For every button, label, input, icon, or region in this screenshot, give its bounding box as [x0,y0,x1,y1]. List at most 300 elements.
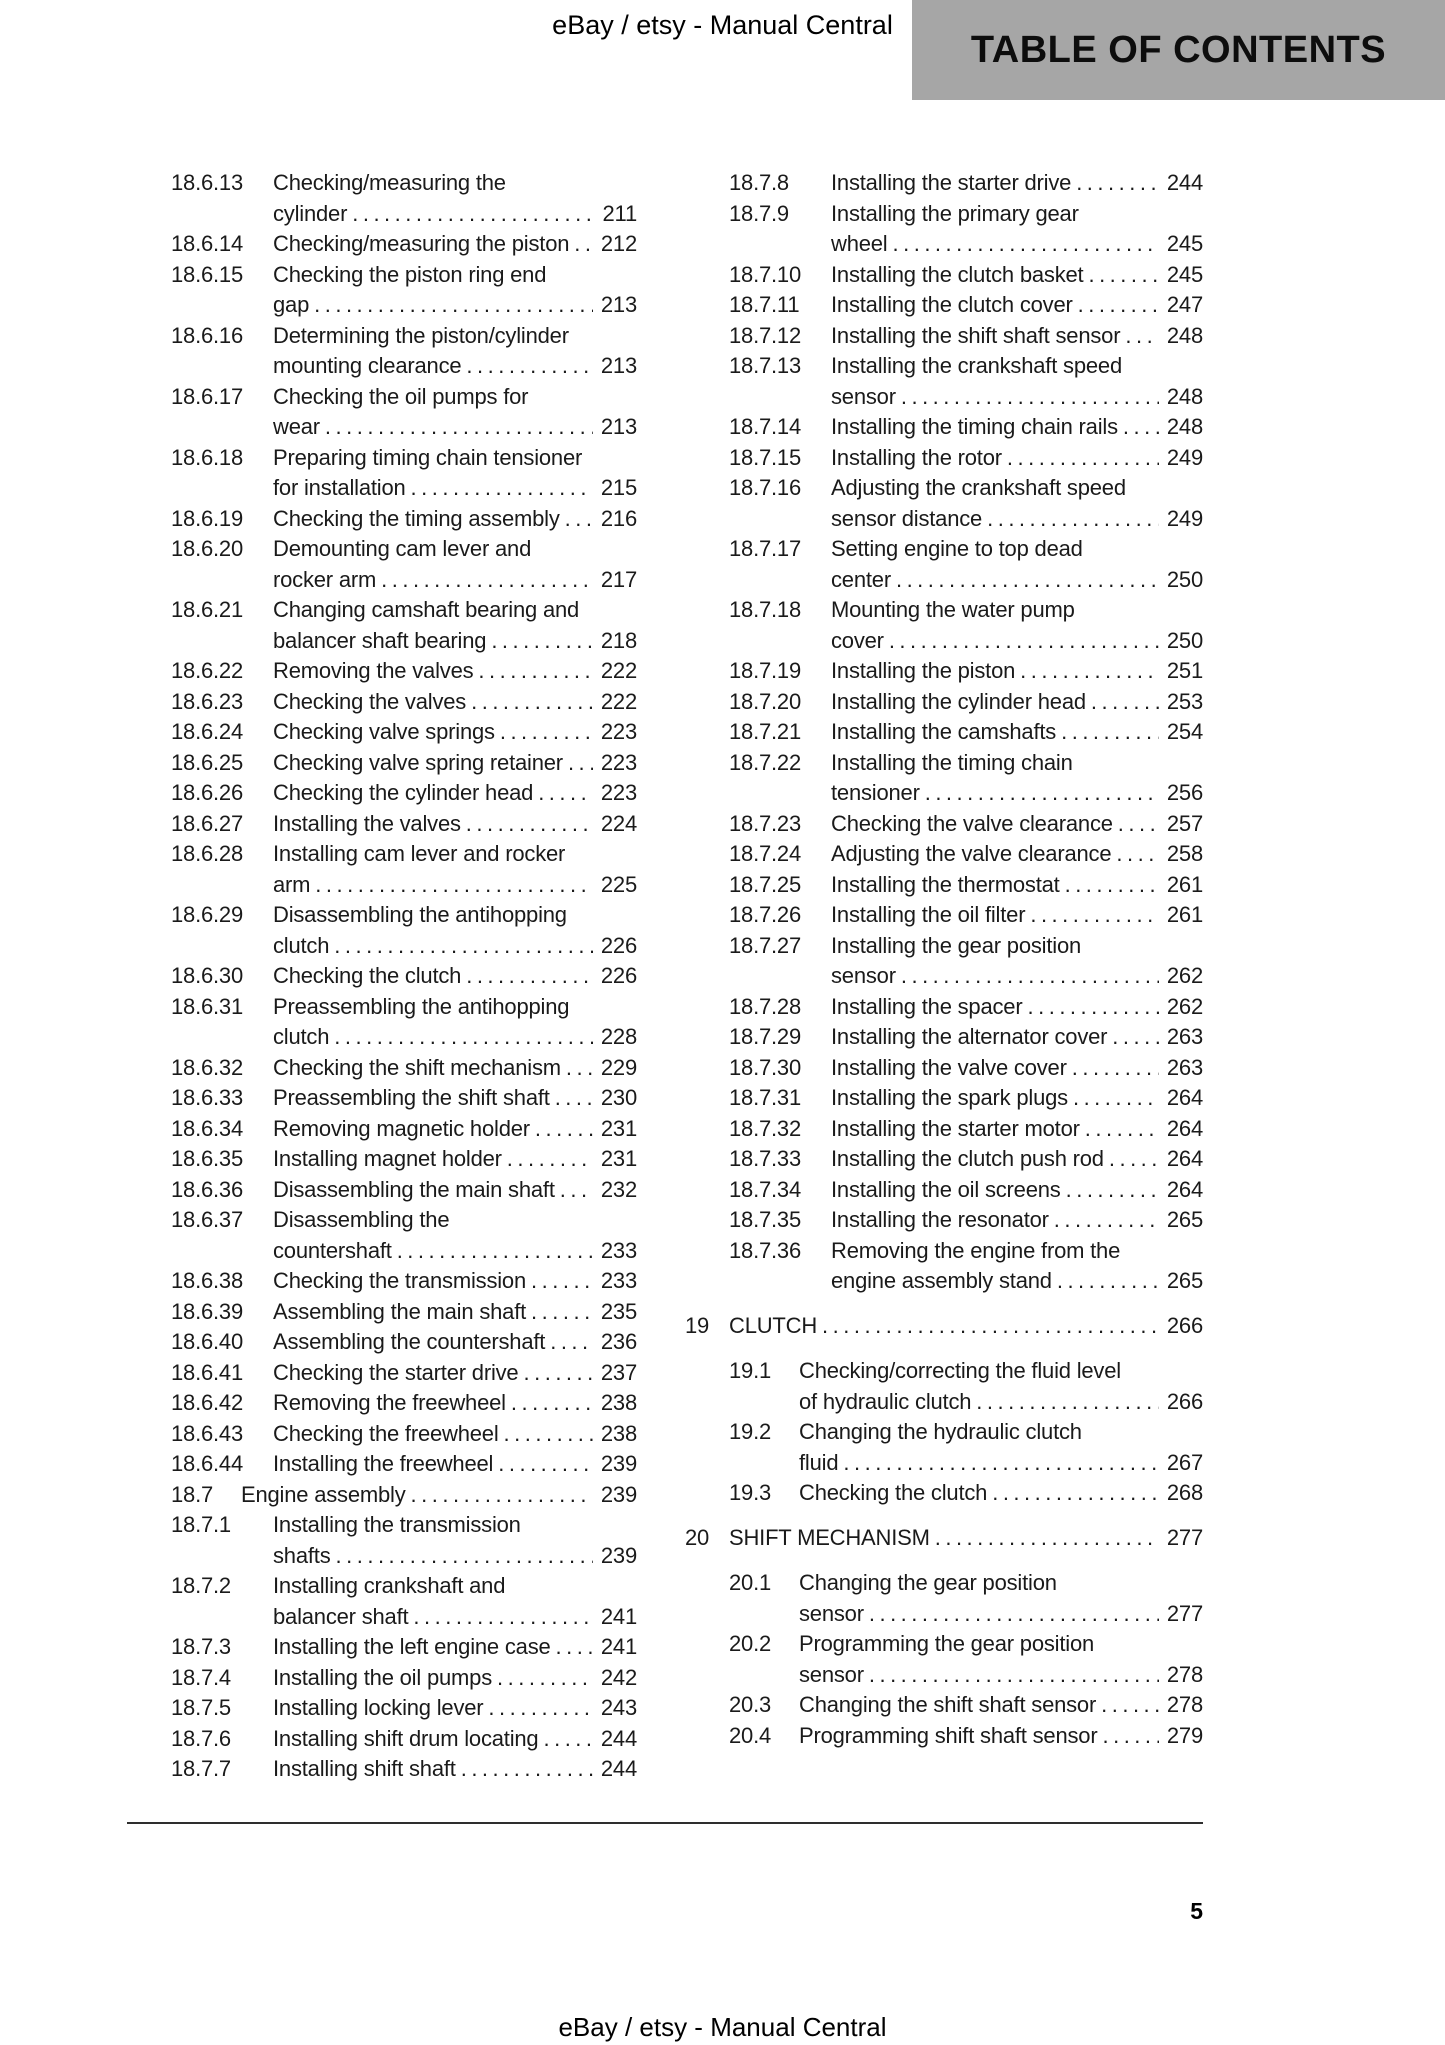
entry-last-line [273,351,637,382]
entry-title [831,992,1203,1023]
entry-title-line: Mounting the water pump [831,597,1075,622]
toc-entry [127,687,637,718]
entry-title [273,1388,637,1419]
entry-last-line [273,748,637,779]
toc-entry [685,351,1203,412]
entry-title-line: Installing the oil screens [831,1176,1061,1202]
toc-entry [685,687,1203,718]
dot-leader [526,1266,593,1297]
entry-title [831,656,1203,687]
toc-entry [127,1663,637,1694]
toc-entry [127,1754,637,1785]
dot-leader [392,1236,593,1267]
dot-leader [456,1754,593,1785]
entry-last-line [273,1358,637,1389]
dot-leader [551,1632,593,1663]
entry-title-line: Installing shift shaft [273,1756,456,1781]
entry-title [831,809,1203,840]
entry-number: 20.4 [729,1722,772,1748]
entry-number: 18.6.17 [171,383,244,409]
entry-page-number: 223 [600,749,637,775]
entry-last-line [831,504,1203,535]
entry-page-number: 265 [1166,1268,1203,1293]
entry-page-number: 266 [1166,1312,1203,1338]
toc-entry [127,1266,637,1297]
entry-title [831,1144,1203,1175]
entry-title [273,1358,637,1389]
entry-number: 18.6.16 [171,322,244,348]
dot-leader [555,1175,593,1206]
entry-title-line: Installing the spark plugs [831,1085,1068,1110]
entry-title-line: CLUTCH [729,1312,818,1338]
toc-entry [127,1724,637,1755]
dot-leader [1080,1114,1159,1145]
dot-leader [930,1523,1159,1554]
entry-number: 18.6.32 [171,1054,244,1080]
entry-title-line: Programming shift shaft sensor [799,1722,1098,1748]
toc-banner [912,0,1445,100]
dot-leader [1061,1175,1159,1206]
entry-number: 18.7 [171,1481,214,1507]
entry-title [729,1523,1203,1554]
entry-title [831,748,1203,809]
toc [127,168,1203,1785]
toc-entry [127,1571,637,1632]
entry-page-number: 253 [1166,688,1203,714]
entry-title-line: Removing the valves [273,658,474,683]
entry-number: 18.7.17 [729,536,802,561]
entry-number: 18.6.38 [171,1268,244,1293]
entry-title-line: Installing the valves [273,810,461,836]
dot-leader [376,565,593,596]
entry-title [273,992,637,1053]
toc-entry [685,1053,1203,1084]
dot-leader [310,870,593,901]
dot-leader [838,1448,1159,1479]
dot-leader [1002,443,1159,474]
dot-leader [1107,1022,1159,1053]
toc-entry [127,992,637,1053]
dot-leader [1083,260,1158,291]
entry-page-number: 236 [600,1329,637,1354]
entry-last-line [273,1236,637,1267]
dot-leader [347,199,594,230]
entry-page-number: 231 [600,1115,637,1141]
entry-number: 18.7.13 [729,353,802,378]
dot-leader [461,961,593,992]
toc-entry [685,1114,1203,1145]
entry-number: 18.6.37 [171,1207,244,1232]
entry-page-number: 263 [1166,1024,1203,1049]
entry-page-number: 222 [600,688,637,714]
entry-title-line: SHIFT MECHANISM [729,1524,930,1550]
entry-page-number: 213 [600,353,637,378]
entry-title-line: Engine assembly [241,1481,406,1507]
entry-page-number: 248 [1166,383,1203,409]
entry-last-line [831,1083,1203,1114]
dot-leader [971,1387,1159,1418]
dot-leader [887,229,1158,260]
entry-title [831,931,1203,992]
toc-entry [127,656,637,687]
toc-entry [685,1690,1203,1721]
entry-number: 18.7.19 [729,658,802,683]
dot-leader [461,351,592,382]
entry-last-line [273,1724,637,1755]
entry-page-number: 264 [1166,1146,1203,1171]
entry-title-line: Determining the piston/cylinder [273,322,569,348]
entry-title [273,229,637,260]
entry-page-number: 254 [1166,719,1203,744]
entry-last-line [729,1311,1203,1342]
entry-number: 18.7.16 [729,475,802,500]
entry-page-number: 242 [600,1664,637,1690]
toc-entry [127,1114,637,1145]
entry-title-line: Installing the freewheel [273,1451,494,1476]
entry-title-line: Checking the shift mechanism [273,1054,561,1080]
entry-number: 18.6.27 [171,810,244,836]
toc-entry [685,321,1203,352]
page-number: 5 [1190,1898,1203,1924]
dot-leader [526,1297,593,1328]
entry-page-number: 245 [1166,261,1203,287]
toc-column-right [685,168,1203,1785]
dot-leader [569,229,593,260]
entry-title [831,1175,1203,1206]
toc-entry [685,1022,1203,1053]
entry-last-line [273,626,637,657]
entry-number: 18.7.10 [729,261,802,287]
entry-number: 20.3 [729,1692,772,1717]
entry-title [273,595,637,656]
entry-number: 18.6.36 [171,1176,244,1202]
toc-entry [685,290,1203,321]
toc-entry [127,1510,637,1571]
entry-title [273,382,637,443]
entry-number: 18.6.18 [171,444,244,470]
entry-title-line: Checking/measuring the [273,170,506,195]
dot-leader [1049,1205,1159,1236]
entry-title-line: Installing the timing chain [831,749,1073,775]
toc-entry [127,1388,637,1419]
entry-title-line: Preassembling the antihopping [273,993,570,1019]
entry-page-number: 245 [1166,231,1203,256]
dot-leader [408,1602,592,1633]
entry-number: 18.7.1 [171,1512,231,1537]
toc-entry [127,168,637,229]
entry-title [831,443,1203,474]
entry-number: 20.1 [729,1570,772,1595]
entry-title [831,351,1203,412]
toc-entry [127,1297,637,1328]
entry-number: 18.7.26 [729,902,802,927]
entry-title [831,199,1203,260]
toc-entry [127,1053,637,1084]
entry-last-line [799,1448,1203,1479]
entry-last-line [831,443,1203,474]
entry-page-number: 216 [600,505,637,531]
entry-number: 20 [685,1524,710,1550]
dot-leader [406,473,593,504]
toc-entry [685,656,1203,687]
dot-leader [1022,992,1158,1023]
header-brand: eBay / etsy - Manual Central [552,10,893,40]
dot-leader [1073,290,1159,321]
entry-title [273,1114,637,1145]
dot-leader [560,504,593,535]
dot-leader [1111,839,1159,870]
toc-entry [685,1144,1203,1175]
entry-last-line [273,717,637,748]
toc-entry [685,1721,1203,1752]
entry-title-line: Installing the thermostat [831,871,1060,897]
entry-title-line: Adjusting the valve clearance [831,841,1112,866]
entry-last-line [273,290,637,321]
entry-number: 18.7.32 [729,1115,802,1141]
entry-last-line [273,1266,637,1297]
entry-title-line: Installing the rotor [831,444,1002,470]
entry-title-line: Installing the oil pumps [273,1664,492,1690]
entry-title-line: Disassembling the [273,1207,450,1232]
entry-number: 18.7.9 [729,200,789,226]
toc-entry [685,1083,1203,1114]
entry-number: 18.6.34 [171,1115,244,1141]
dot-leader [1120,321,1159,352]
entry-last-line [273,1419,637,1450]
entry-number: 18.7.21 [729,719,802,744]
entry-title [831,1053,1203,1084]
dot-leader [1052,1266,1159,1297]
entry-title [831,900,1203,931]
entry-title [831,1022,1203,1053]
entry-title [273,809,637,840]
entry-last-line [831,717,1203,748]
dot-leader [1086,687,1159,718]
entry-number: 18.7.35 [729,1207,802,1232]
entry-last-line [273,199,637,230]
entry-title [831,290,1203,321]
toc-entry [685,1478,1203,1509]
entry-number: 19 [685,1312,710,1338]
entry-last-line [831,382,1203,413]
toc-entry [685,992,1203,1023]
entry-title [273,1449,637,1480]
entry-title [273,443,637,504]
entry-title [831,1083,1203,1114]
entry-title-line: Checking the valve clearance [831,810,1113,836]
entry-last-line [831,778,1203,809]
entry-last-line [273,412,637,443]
toc-column-left [127,168,637,1785]
entry-title-line: Disassembling the antihopping [273,902,567,927]
entry-last-line [831,900,1203,931]
entry-title [799,1629,1203,1690]
entry-title [831,595,1203,656]
entry-number: 18.7.6 [171,1725,231,1751]
toc-entry [127,382,637,443]
dot-leader [561,1053,593,1084]
dot-leader [982,504,1159,535]
entry-number: 18.6.44 [171,1451,244,1476]
entry-last-line [273,687,637,718]
entry-title-line: Checking the valves [273,688,467,714]
toc-entry [127,961,637,992]
entry-title [273,1175,637,1206]
entry-page-number: 215 [600,475,637,500]
entry-title-line: cylinder [273,200,348,226]
entry-number: 18.7.2 [171,1573,231,1598]
entry-number: 18.6.42 [171,1390,244,1415]
entry-number: 18.7.29 [729,1024,802,1049]
entry-title [799,1478,1203,1509]
entry-last-line [799,1721,1203,1752]
entry-number: 18.6.31 [171,993,244,1019]
entry-number: 18.6.13 [171,170,244,195]
toc-entry [127,1327,637,1358]
toc-entry [127,1449,637,1480]
entry-title-line: Installing locking lever [273,1695,484,1720]
dot-leader [896,961,1159,992]
entry-number: 20.2 [729,1631,772,1656]
entry-title-line: Installing the alternator cover [831,1024,1108,1049]
footer-brand: eBay / etsy - Manual Central [558,2012,887,2042]
entry-number: 18.6.35 [171,1146,244,1171]
entry-last-line [799,1660,1203,1691]
dot-leader [499,1419,593,1450]
entry-title-line: Checking the clutch [273,963,462,988]
entry-last-line [273,778,637,809]
entry-title [273,687,637,718]
entry-title-line: shafts [273,1542,331,1568]
entry-page-number: 239 [600,1451,637,1476]
entry-number: 18.7.27 [729,932,802,958]
entry-title-line: center [831,566,891,592]
entry-title [799,1721,1203,1752]
entry-title-line: Checking the cylinder head [273,780,534,805]
entry-page-number: 250 [1166,627,1203,653]
entry-title-line: Checking the freewheel [273,1420,499,1446]
entry-page-number: 229 [600,1054,637,1080]
entry-title [799,1417,1203,1478]
toc-entry [127,1083,637,1114]
entry-page-number: 244 [600,1725,637,1751]
entry-title [273,1083,637,1114]
entry-page-number: 277 [1166,1524,1203,1550]
dot-leader [545,1327,593,1358]
entry-last-line [831,260,1203,291]
dot-leader [406,1480,593,1511]
entry-title-line: Checking the timing assembly [273,505,560,531]
entry-last-line [831,1144,1203,1175]
entry-last-line [273,1022,637,1053]
entry-number: 18.6.24 [171,719,244,744]
entry-page-number: 222 [600,658,637,683]
entry-last-line [831,565,1203,596]
entry-number: 18.6.33 [171,1085,244,1110]
dot-leader [502,1144,593,1175]
entry-number: 19.1 [729,1358,772,1383]
toc-entry [685,595,1203,656]
entry-last-line [831,1053,1203,1084]
entry-number: 18.7.7 [171,1756,231,1781]
entry-title [273,168,637,229]
dot-leader [987,1478,1159,1509]
dot-leader [329,931,593,962]
entry-last-line [831,1175,1203,1206]
entry-title-line: Installing the clutch basket [831,261,1084,287]
entry-last-line [799,1690,1203,1721]
toc-entry [685,1356,1203,1417]
entry-title [273,1144,637,1175]
dot-leader [486,626,593,657]
entry-title-line: wheel [831,231,888,256]
entry-title-line: rocker arm [273,566,377,592]
dot-leader [864,1660,1159,1691]
entry-title [273,717,637,748]
entry-title-line: Changing the gear position [799,1570,1057,1595]
entry-number: 18.7.30 [729,1054,802,1080]
dot-leader [461,809,593,840]
entry-title-line: Checking valve spring retainer [273,749,563,775]
entry-title [831,473,1203,534]
toc-entry [685,870,1203,901]
entry-last-line [273,565,637,596]
entry-number: 18.6.22 [171,658,244,683]
entry-last-line [831,687,1203,718]
entry-page-number: 248 [1166,322,1203,348]
entry-page-number: 213 [600,292,637,317]
entry-page-number: 230 [600,1085,637,1110]
toc-entry [685,1629,1203,1690]
entry-title [831,839,1203,870]
entry-page-number: 248 [1166,414,1203,439]
entry-last-line [831,1266,1203,1297]
toc-entry [685,748,1203,809]
entry-number: 18.7.8 [729,170,789,195]
entry-title-line: Assembling the countershaft [273,1329,546,1354]
toc-entry [685,168,1203,199]
entry-title-line: Installing the left engine case [273,1634,551,1659]
entry-number: 19.2 [729,1419,772,1444]
entry-title [273,1205,637,1266]
toc-entry [127,1358,637,1389]
entry-title [831,412,1203,443]
entry-last-line [273,870,637,901]
dot-leader [817,1311,1159,1342]
entry-title-line: Installing the gear position [831,932,1082,958]
entry-title [831,1114,1203,1145]
entry-page-number: 256 [1166,780,1203,805]
entry-title [273,748,637,779]
toc-entry [127,717,637,748]
dot-leader [329,1022,593,1053]
toc-entry [127,1480,637,1511]
entry-title [729,1311,1203,1342]
entry-title-line: Checking the starter drive [273,1359,519,1385]
entry-number: 18.7.36 [729,1237,802,1263]
entry-title-line: Installing cam lever and rocker [273,841,566,866]
entry-page-number: 218 [600,627,637,653]
entry-title-line: wear [273,414,320,439]
dot-leader [518,1358,592,1389]
entry-title [273,1571,637,1632]
entry-title [831,260,1203,291]
entry-last-line [831,229,1203,260]
entry-number: 18.7.34 [729,1176,802,1202]
entry-number: 18.6.39 [171,1298,244,1324]
entry-page-number: 278 [1166,1661,1203,1687]
dot-leader [331,1541,593,1572]
